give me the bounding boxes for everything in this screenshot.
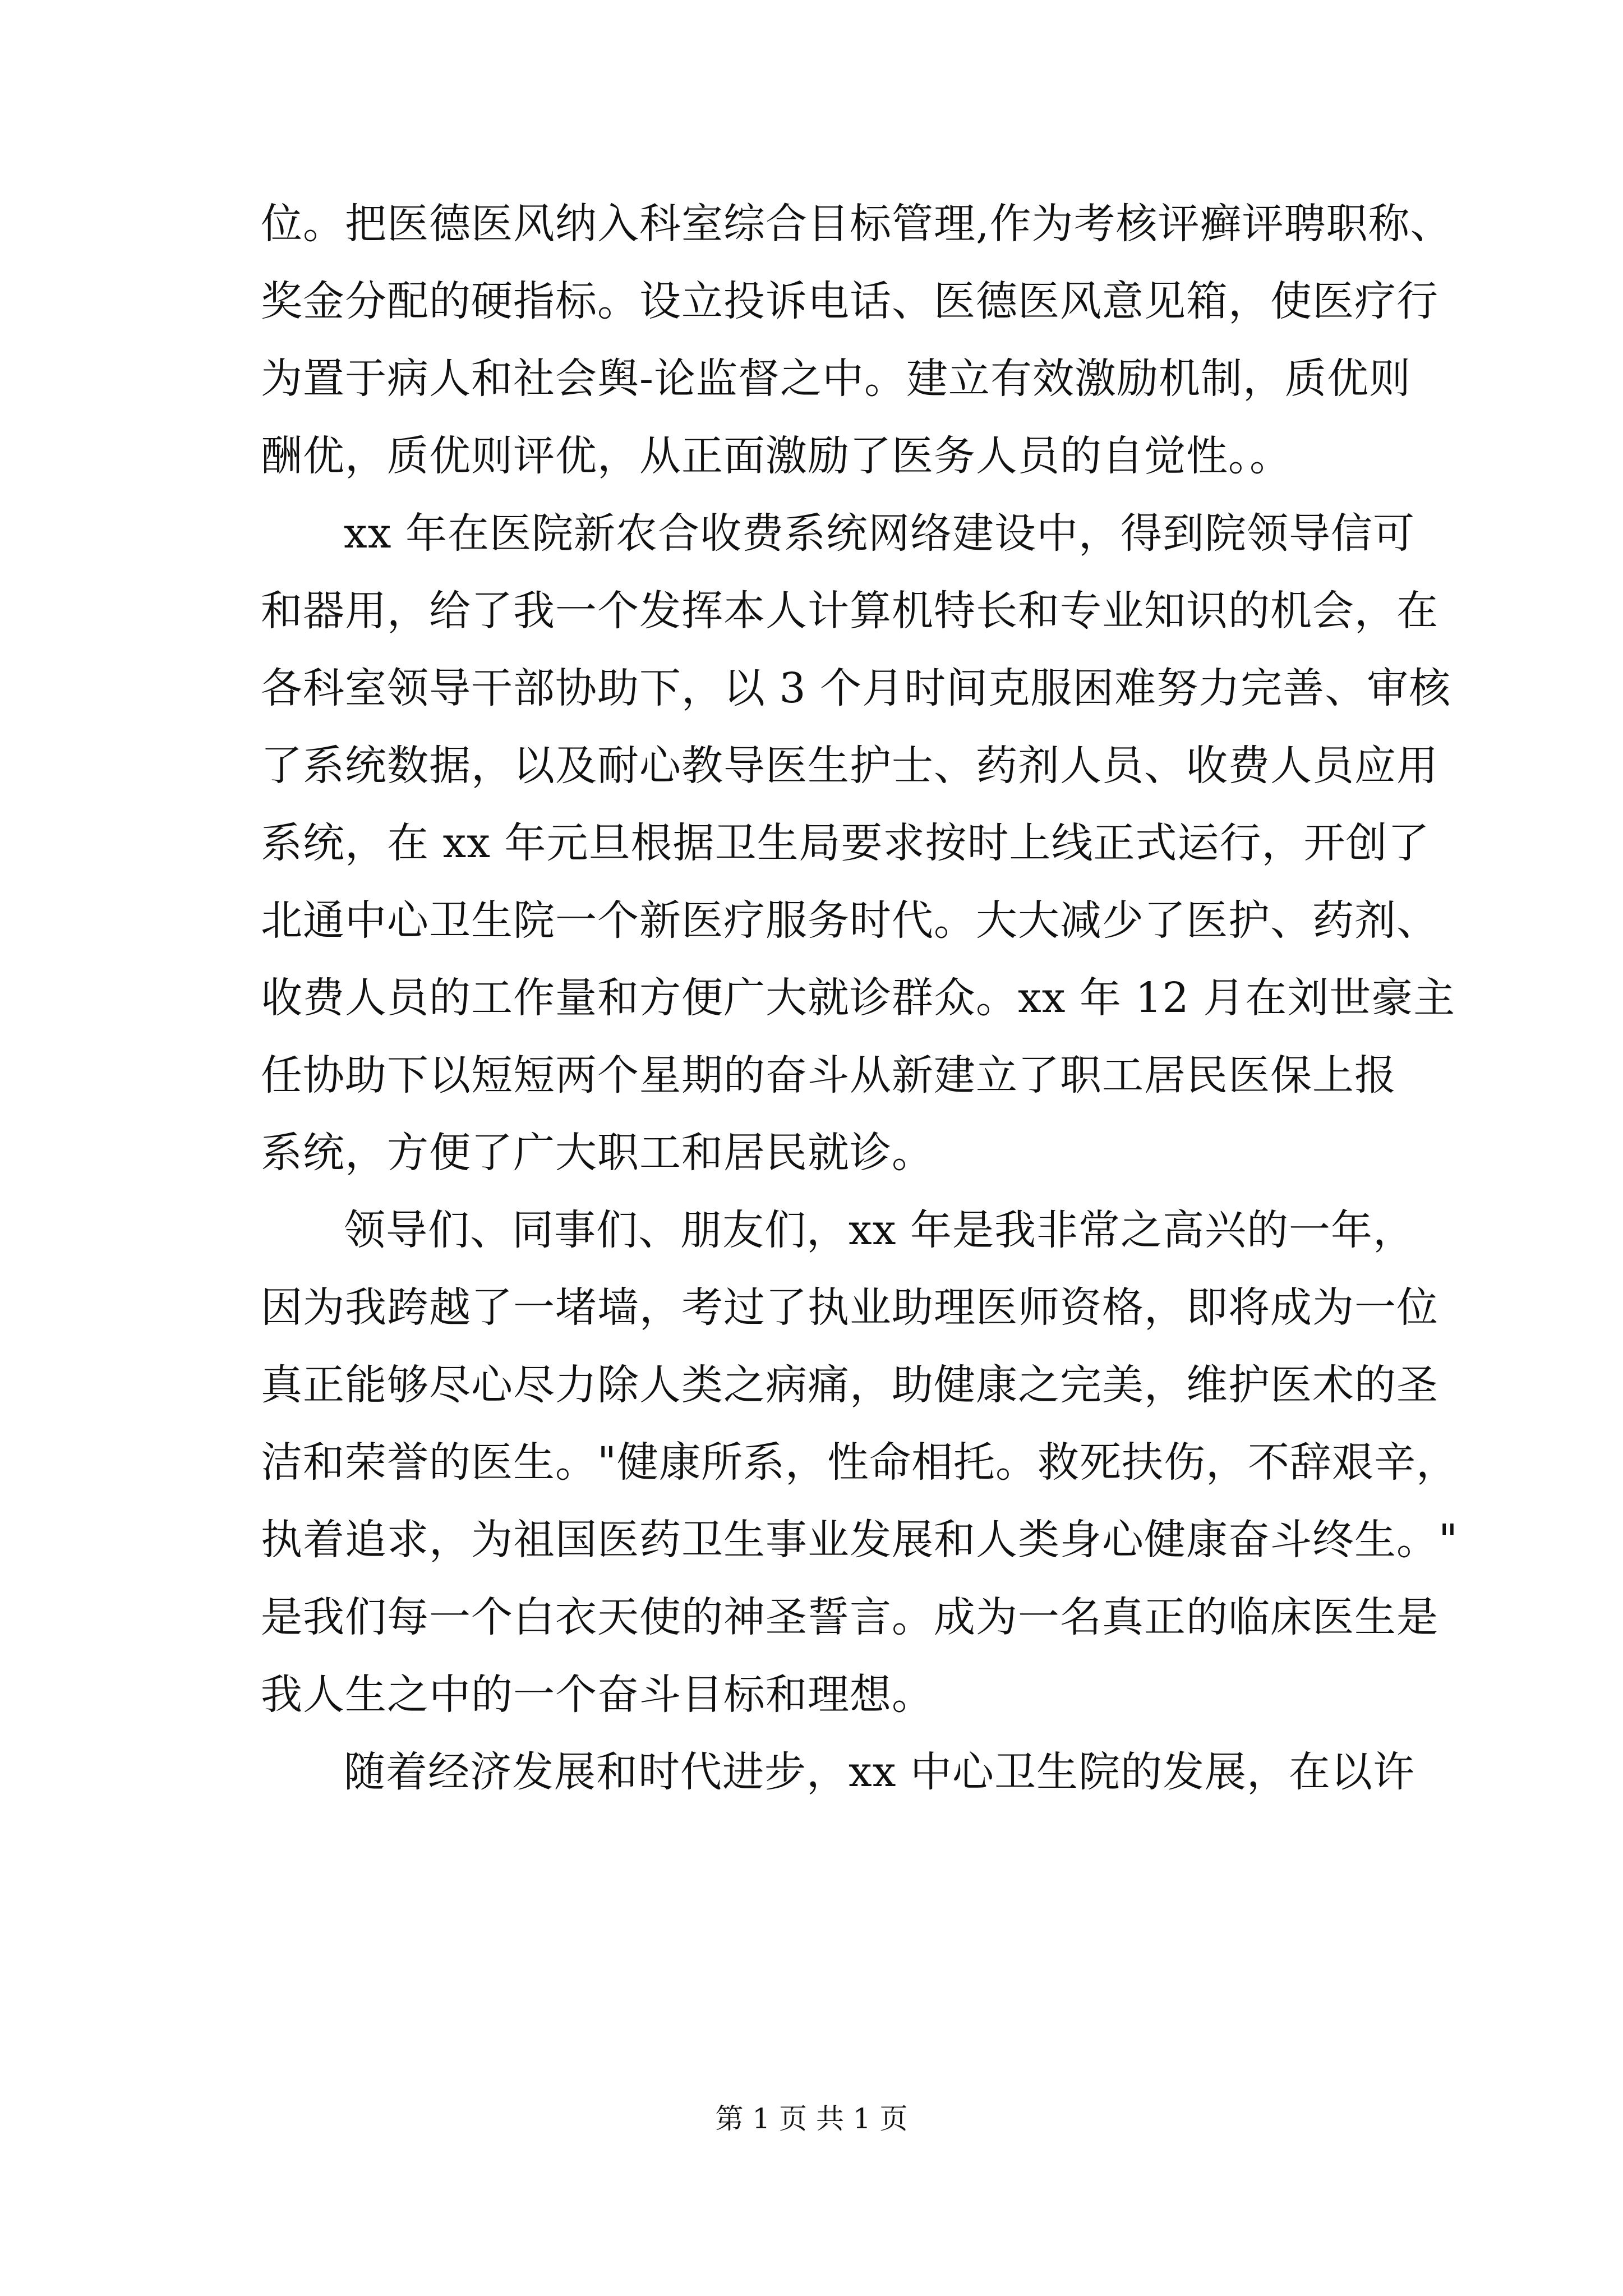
- paragraph-line: 领导们、同事们、朋友们，xx 年是我非常之高兴的一年，: [344, 1206, 1415, 1254]
- paragraph-line: 执着追求，为祖国医药卫生事业发展和人类身心健康奋斗终生。": [261, 1516, 1459, 1564]
- paragraph-line: xx 年在医院新农合收费系统网络建设中，得到院领导信可: [344, 509, 1415, 558]
- paragraph-line: 因为我跨越了一堵墙，考过了执业助理医师资格，即将成为一位: [261, 1283, 1438, 1332]
- paragraph-line: 了系统数据，以及耐心教导医生护士、药剂人员、收费人员应用: [261, 742, 1438, 790]
- paragraph-line: 洁和荣誉的医生。"健康所系，性命相托。救死扶伤，不辞艰辛，: [261, 1438, 1459, 1487]
- paragraph-line: 为置于病人和社会舆-论监督之中。建立有效激励机制，质优则: [261, 355, 1412, 403]
- paragraph-line: 系统，在 xx 年元旦根据卫生局要求按时上线正式运行，开创了: [261, 819, 1430, 867]
- paragraph-line: 收费人员的工作量和方便广大就诊群众。xx 年 12 月在刘世豪主: [261, 974, 1456, 1022]
- page-footer: 第 1 页 共 1 页: [715, 2102, 908, 2135]
- paragraph-line: 和器用，给了我一个发挥本人计算机特长和专业知识的机会，在: [261, 587, 1438, 635]
- paragraph-line: 任协助下以短短两个星期的奋斗从新建立了职工居民医保上报: [261, 1051, 1396, 1099]
- paragraph-line: 我人生之中的一个奋斗目标和理想。: [261, 1671, 934, 1719]
- paragraph-line: 系统，方便了广大职工和居民就诊。: [261, 1129, 934, 1177]
- document-body: [261, 185, 1459, 1811]
- paragraph-line: 位。把医德医风纳入科室综合目标管理,作为考核评癣评聘职称、: [261, 200, 1453, 248]
- paragraph-line: 各科室领导干部协助下，以 3 个月时间克服困难努力完善、审核: [261, 664, 1451, 712]
- paragraph-line: 真正能够尽心尽力除人类之病痛，助健康之完美，维护医术的圣: [261, 1361, 1438, 1409]
- paragraph-line: 北通中心卫生院一个新医疗服务时代。大大减少了医护、药剂、: [261, 896, 1438, 945]
- paragraph-line: 奖金分配的硬指标。设立投诉电话、医德医风意见箱，使医疗行: [261, 277, 1438, 325]
- paragraph-line: 是我们每一个白衣天使的神圣誓言。成为一名真正的临床医生是: [261, 1593, 1438, 1641]
- paragraph-line: 酬优，质优则评优，从正面激励了医务人员的自觉性。。: [261, 432, 1292, 480]
- paragraph-line: 随着经济发展和时代进步，xx 中心卫生院的发展，在以许: [344, 1748, 1415, 1796]
